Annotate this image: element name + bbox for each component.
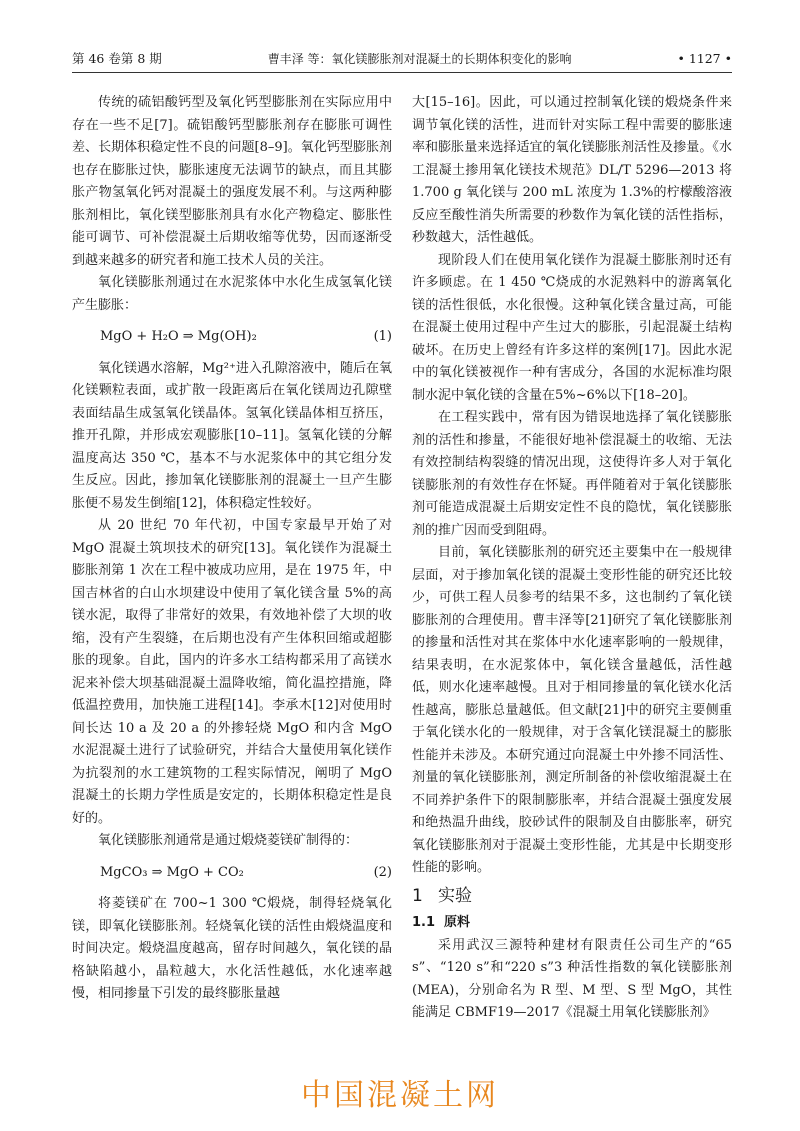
- paragraph: 氧化镁遇水溶解，Mg²⁺进入孔隙溶液中，随后在氧化镁颗粒表面，或扩散一段距离后在氧化镁周边孔隙壁表面结晶生成氢氧化镁晶体。氢氧化镁晶体相互挤压，推开孔隙，并形成宏观膨胀[10–11]。氢氧化镁的分解温度高达 350 ℃，基本不与水泥浆体中的其它组分发生反应。因此，掺加氧化镁膨胀剂的混凝土一旦产生膨胀便不易发生倒缩[12]，体积稳定性较好。: [72, 360, 392, 511]
- paragraph: 将菱镁矿在 700~1 300 ℃煅烧，制得轻烧氧化镁，即氧化镁膨胀剂。轻烧氧化镁的活性由煅烧温度和时间决定。煅烧温度越高，留存时间越久，氧化镁的晶格缺陷越小，晶粒越大，水化活性越低，水化速率越慢，相同掺量下引发的最终膨胀量越: [72, 896, 392, 1001]
- site-watermark: 中国混凝土网: [301, 1078, 499, 1113]
- paragraph: 现阶段人们在使用氧化镁作为混凝土膨胀剂时还有许多顾虑。在 1 450 ℃烧成的水泥熟料中的游离氧化镁的活性很低，水化很慢。这种氧化镁含量过高，可能在混凝土使用过程中产生过大的膨胀，引起混凝土结构破坏。在历史上曾经有许多这样的案例[17]。因此水泥中的氧化镁被视作一种有害成分，各国的水泥标准均限制水泥中氧化镁的含量在5%~6%以下[18–20]。: [412, 252, 732, 403]
- paragraph: 氧化镁膨胀剂通过在水泥浆体中水化生成氢氧化镁产生膨胀：: [72, 275, 392, 313]
- paragraph: 从 20 世纪 70 年代初，中国专家最早开始了对 MgO 混凝土筑坝技术的研究[13]。氧化镁作为混凝土膨胀剂第 1 次在工程中被成功应用，是在 1975 年，中国吉林省的白山水坝建设中使用了氧化镁含量 5%的高镁水泥，取得了非常好的效果，有效地补偿了大坝的收缩，没有产生裂缝，在后期也没有产生体积回缩或超膨胀的现象。自此，国内的许多水工结构都采用了高镁水泥来补偿大坝基础混凝土温降收缩，简化温控措施，降低温控费用，加快施工进程[14]。李承木[12]对使用时间长达 10 a 及 20 a 的外掺轻烧 MgO 和内含 MgO 水泥混凝土进行了试验研究，并结合大量使用氧化镁作为抗裂剂的水工建筑物的工程实际情况，阐明了 MgO 混凝土的长期力学性质是安定的，长期体积稳定性是良好的。: [72, 518, 392, 826]
- equation-number: (1): [373, 329, 392, 344]
- right-column: [412, 92, 732, 1025]
- equation-2: [72, 853, 392, 894]
- paragraph: 大[15–16]。因此，可以通过控制氧化镁的煅烧条件来调节氧化镁的活性，进而针对实际工程中需要的膨胀速率和膨胀量来选择适宜的氧化镁膨胀剂活性及掺量。《水工混凝土掺用氧化镁技术规范》DL/T 5296—2013 将 1.700 g 氧化镁与 200 mL 浓度为 1.3%的柠檬酸溶液反应至酸性消失所需要的秒数作为氧化镁的活性指标，秒数越大，活性越低。: [412, 95, 732, 245]
- paragraph: 氧化镁膨胀剂通常是通过煅烧菱镁矿制得的：: [98, 833, 359, 848]
- paragraph: 目前，氧化镁膨胀剂的研究还主要集中在一般规律层面，对于掺加氧化镁的混凝土变形性能的研究还比较少，可供工程人员参考的结果不多，这也制约了氧化镁膨胀剂的合理使用。曹丰泽等[21]研究了氧化镁膨胀剂的掺量和活性对其在浆体中水化速率影响的一般规律，结果表明，在水泥浆体中，氧化镁含量越低，活性越低，则水化速率越慢。且对于相同掺量的氧化镁水化活性越高，膨胀总量越低。但文献[21]中的研究主要侧重于氧化镁水化的一般规律，对于含氧化镁混凝土的膨胀性能并未涉及。本研究通过向混凝土中外掺不同活性、剂量的氧化镁膨胀剂，测定所制备的补偿收缩混凝土在不同养护条件下的限制膨胀率，并结合混凝土强度发展和绝热温升曲线，胶砂试件的限制及自由膨胀率，研究氧化镁膨胀剂对于混凝土变形性能，尤其是中长期变形性能的影响。: [412, 545, 732, 875]
- subsection-title: 原料: [444, 915, 471, 930]
- header-rule: [72, 72, 732, 73]
- subsection-heading: [412, 912, 732, 935]
- journal-issue: 第 46 卷第 8 期: [72, 51, 162, 66]
- subsection-number: 1.1: [412, 915, 436, 930]
- section-title: 实验: [438, 885, 472, 906]
- left-column: [72, 92, 392, 1006]
- equation-text: MgO + H₂O ⇒ Mg(OH)₂: [100, 329, 257, 344]
- paragraph: 传统的硫铝酸钙型及氧化钙型膨胀剂在实际应用中存在一些不足[7]。硫铝酸钙型膨胀剂存在膨胀可调性差、长期体积稳定性不良的问题[8–9]。氧化钙型膨胀剂也存在膨胀过快，膨胀速度无法调节的缺点，而且其膨胀产物氢氧化钙对混凝土的强度发展不利。与这两种膨胀剂相比，氧化镁型膨胀剂具有水化产物稳定、膨胀性能可调节、可补偿混凝土后期收缩等优势，因而逐渐受到越来越多的研究者和施工技术人员的关注。: [72, 95, 392, 268]
- equation-1: [72, 317, 392, 358]
- section-heading: [412, 885, 732, 908]
- paragraph: 采用武汉三源特种建材有限责任公司生产的“65 s”、“120 s”和“220 s”3 种活性指数的氧化镁膨胀剂(MEA)，分别命名为 R 型、M 型、S 型 MgO，其性能满足 CBMF19—2017《混凝土用氧化镁膨胀剂》: [412, 937, 732, 1020]
- running-header: [72, 48, 732, 68]
- page-number: • 1127 •: [677, 50, 732, 66]
- running-title: 曹丰泽 等：氧化镁膨胀剂对混凝土的长期体积变化的影响: [267, 51, 572, 66]
- equation-text: MgCO₃ ⇒ MgO + CO₂: [100, 864, 244, 880]
- section-number: 1: [412, 885, 423, 906]
- equation-number: (2): [373, 864, 392, 880]
- paragraph: 在工程实践中，常有因为错误地选择了氧化镁膨胀剂的活性和掺量，不能很好地补偿混凝土的收缩、无法有效控制结构裂缝的情况出现，这使得许多人对于氧化镁膨胀剂的有效性存在怀疑。再伴随着对于氧化镁膨胀剂可能造成混凝土后期安定性不良的隐忧，氧化镁膨胀剂的推广因而受到阻碍。: [412, 410, 732, 538]
